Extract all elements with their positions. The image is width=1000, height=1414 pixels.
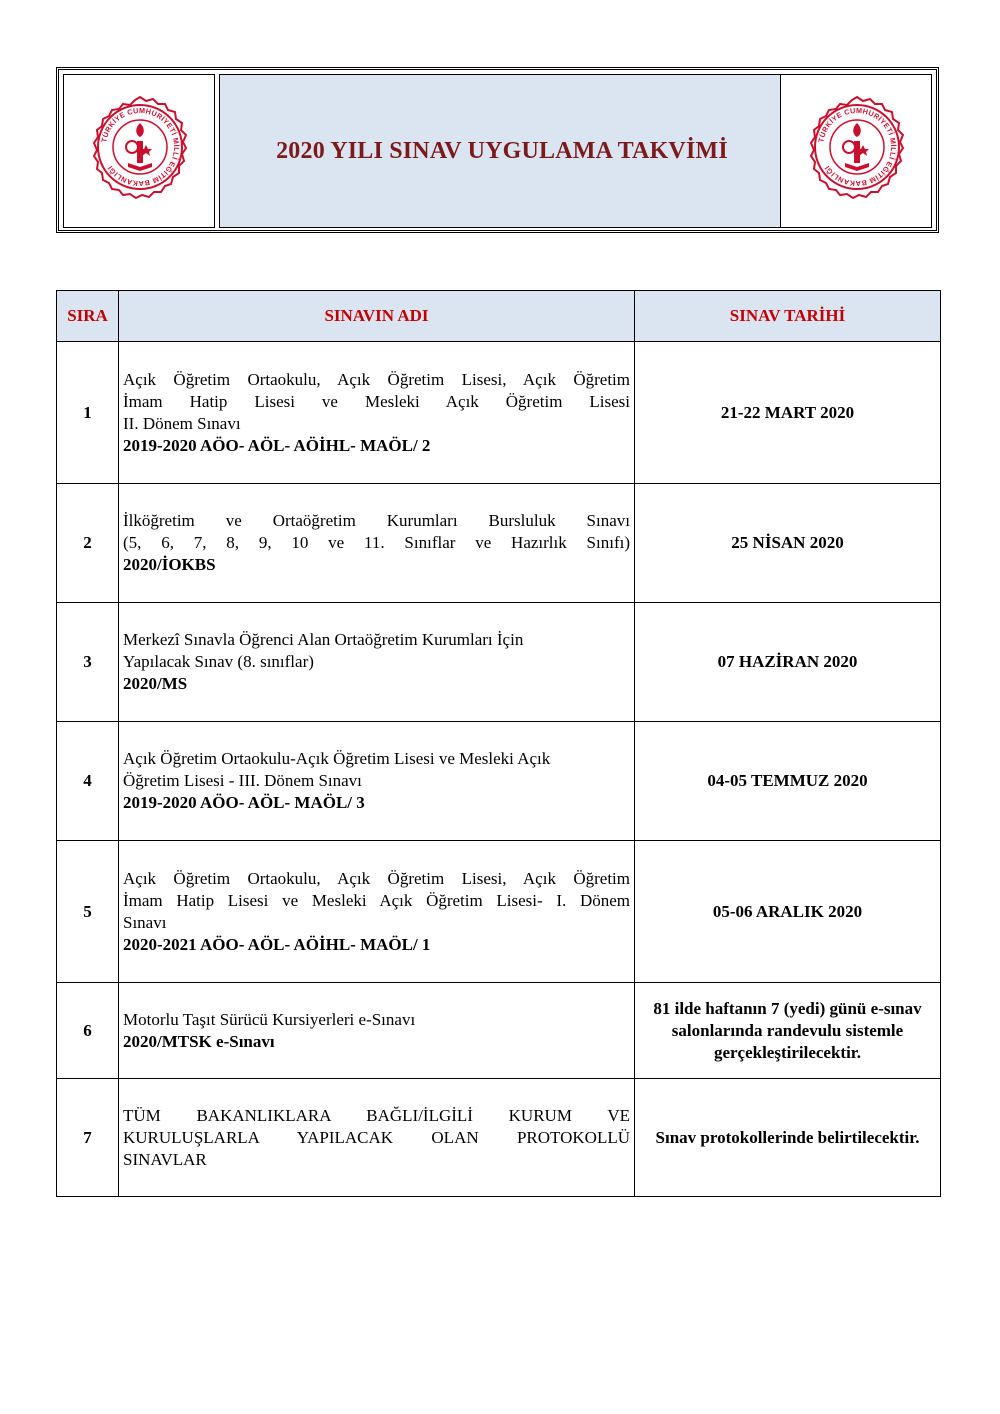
exam-name-line: İmam Hatip Lisesi ve Mesleki Açık Öğretim Lisesi xyxy=(123,391,630,411)
exam-name xyxy=(119,342,635,484)
exam-name-line: Yapılacak Sınav (8. sınıflar) xyxy=(123,652,314,671)
row-number: 2 xyxy=(57,484,119,603)
exam-name-line: İmam Hatip Lisesi ve Mesleki Açık Öğretim Lisesi- I. Dönem xyxy=(123,890,630,910)
row-number: 4 xyxy=(57,722,119,841)
exam-name-line: TÜM BAKANLIKLARA BAĞLI/İLGİLİ KURUM VE xyxy=(123,1105,630,1125)
exam-name xyxy=(119,603,635,722)
exam-date: 05-06 ARALIK 2020 xyxy=(635,841,941,983)
table-row xyxy=(57,983,941,1079)
table-row xyxy=(57,722,941,841)
exam-name-line: Öğretim Lisesi - III. Dönem Sınavı xyxy=(123,771,362,790)
exam-date: 04-05 TEMMUZ 2020 xyxy=(635,722,941,841)
exam-date: 81 ilde haftanın 7 (yedi) günü e-sınav salonlarında randevulu sistemle gerçekleştirilecektir. xyxy=(635,983,941,1079)
exam-code: 2020/MS xyxy=(123,674,188,693)
page-title: 2020 YILI SINAV UYGULAMA TAKVİMİ xyxy=(276,137,728,164)
exam-name-line: SINAVLAR xyxy=(123,1149,207,1169)
exam-code: 2020-2021 AÖO- AÖL- AÖİHL- MAÖL/ 1 xyxy=(123,934,431,954)
table-row xyxy=(57,603,941,722)
header-box xyxy=(56,67,939,233)
row-number: 6 xyxy=(57,983,119,1079)
exam-name-line: Açık Öğretim Ortaokulu, Açık Öğretim Lisesi, Açık Öğretim xyxy=(123,369,630,389)
exam-name-line: II. Dönem Sınavı xyxy=(123,413,241,433)
logo-cell-right xyxy=(780,74,932,228)
row-number: 1 xyxy=(57,342,119,484)
exam-schedule-table xyxy=(56,290,941,1197)
svg-text:TÜRKİYE CUMHURİYETİ MİLLÎ EĞİT: TÜRKİYE CUMHURİYETİ MİLLÎ EĞİTİM BAKANLIĞI xyxy=(816,105,899,189)
exam-name xyxy=(119,722,635,841)
row-number: 5 xyxy=(57,841,119,983)
exam-code: 2020/İOKBS xyxy=(123,555,216,574)
exam-name-line: KURULUŞLARLA YAPILACAK OLAN PROTOKOLLÜ xyxy=(123,1127,630,1147)
exam-date: Sınav protokollerinde belirtilecektir. xyxy=(635,1079,941,1197)
header-exam-date: SINAV TARİHİ xyxy=(635,291,941,342)
exam-name-line: Motorlu Taşıt Sürücü Kursiyerleri e-Sınavı xyxy=(123,1009,416,1029)
exam-date: 07 HAZİRAN 2020 xyxy=(635,603,941,722)
logo-cell-left xyxy=(63,74,215,228)
meb-seal-icon xyxy=(82,89,198,205)
exam-code: 2020/MTSK e-Sınavı xyxy=(123,1031,275,1051)
exam-name xyxy=(119,1079,635,1197)
exam-name-line: Açık Öğretim Ortaokulu, Açık Öğretim Lisesi, Açık Öğretim xyxy=(123,868,630,888)
row-number: 3 xyxy=(57,603,119,722)
exam-name xyxy=(119,983,635,1079)
table-row xyxy=(57,1079,941,1197)
header-sira: SIRA xyxy=(57,291,119,342)
exam-name xyxy=(119,484,635,603)
row-number: 7 xyxy=(57,1079,119,1197)
exam-code: 2019-2020 AÖO- AÖL- MAÖL/ 3 xyxy=(123,793,365,812)
table-row xyxy=(57,342,941,484)
table-row xyxy=(57,484,941,603)
exam-date: 25 NİSAN 2020 xyxy=(635,484,941,603)
header-exam-name: SINAVIN ADI xyxy=(119,291,635,342)
exam-name-line: Açık Öğretim Ortaokulu-Açık Öğretim Lisesi ve Mesleki Açık xyxy=(123,749,551,768)
exam-name-line: Merkezî Sınavla Öğrenci Alan Ortaöğretim Kurumları İçin xyxy=(123,630,524,649)
table-header-row xyxy=(57,291,941,342)
table-row xyxy=(57,841,941,983)
exam-date: 21-22 MART 2020 xyxy=(635,342,941,484)
exam-code: 2019-2020 AÖO- AÖL- AÖİHL- MAÖL/ 2 xyxy=(123,435,431,455)
exam-name-line: Sınavı xyxy=(123,912,167,932)
exam-name xyxy=(119,841,635,983)
svg-text:TÜRKİYE CUMHURİYETİ MİLLÎ EĞİT: TÜRKİYE CUMHURİYETİ MİLLÎ EĞİTİM BAKANLIĞI xyxy=(99,105,182,189)
meb-seal-icon xyxy=(799,89,915,205)
title-cell xyxy=(219,74,785,228)
exam-name-line: İlköğretim ve Ortaöğretim Kurumları Bursluluk Sınavı xyxy=(123,511,630,530)
exam-name-line: (5, 6, 7, 8, 9, 10 ve 11. Sınıflar ve Hazırlık Sınıfı) xyxy=(123,533,630,552)
